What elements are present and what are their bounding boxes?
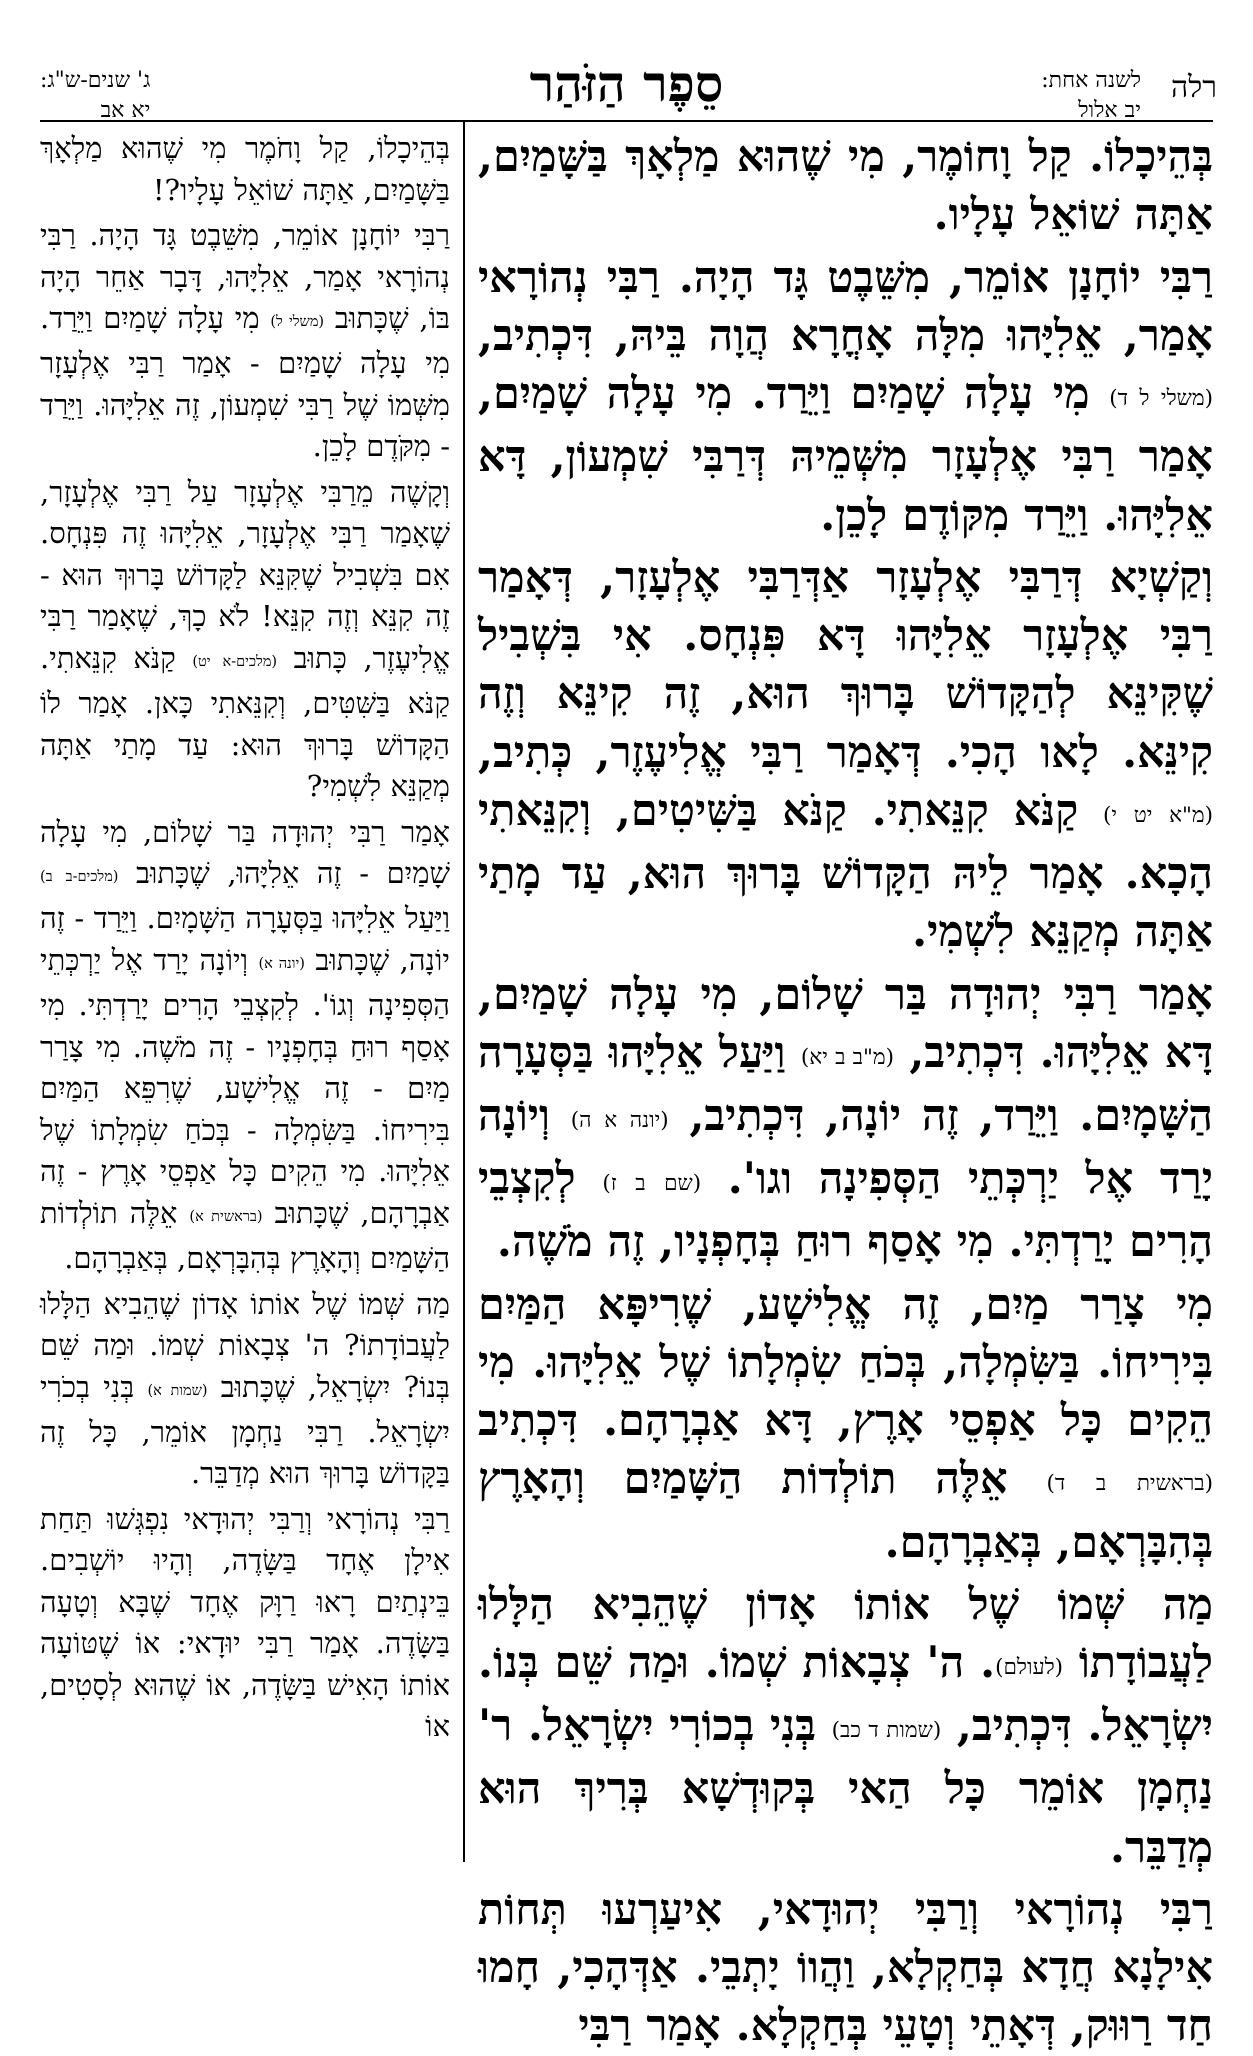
main-paragraph bbox=[478, 1276, 1213, 1572]
verse-reference: (משלי ל) bbox=[270, 313, 325, 330]
text-run: מַה שְּׁמוֹ שֶׁל אוֹתוֹ אָדוֹן שֶׁהֵבִיא הַלָּלוּ לַעֲבוֹדָתוֹ bbox=[478, 1579, 1213, 1689]
text-run: קַנֹּא קִנֵּאתִי. קַנֹּא בַּשִּׁטִּים, וְקִנֵּאתִי כָּאן. אָמַר לוֹ הַקָּדוֹשׁ בָּרוּךְ הוּא: עַד מָתַי אַתָּה מְקַנֵּא לִשְׁמִי? bbox=[40, 640, 450, 804]
text-run: בְּהֵיכָלוֹ. קַל וָחוֹמֶר, מִי שֶׁהוּא מַלְאָךְ בַּשָּׁמַיִם, אַתָּה שׁוֹאֵל עָלָיו. bbox=[478, 132, 1213, 241]
verse-reference: (שמות א) bbox=[147, 1382, 208, 1399]
verse-reference: (יונה א ה) bbox=[570, 1107, 669, 1133]
text-run: בְּהֵיכָלוֹ, קַל וָחֹמֶר מִי שֶׁהוּא מַלְאָךְ בַּשָּׁמַיִם, אַתָּה שׁוֹאֵל עָלָיו?! bbox=[40, 131, 450, 207]
verse-reference: (מלכים-א יט) bbox=[192, 653, 278, 670]
main-paragraph bbox=[478, 1881, 1213, 2056]
text-run: לְקִצְבֵי הָרִים יָרַדְתִּי. מִי אָסַף רוּחַ בְּחָפְנָיו, זֶה מֹשֶׁה. bbox=[478, 1154, 1213, 1268]
text-run: רַבִּי נְהוֹרָאי וְרַבִּי יְהוּדָאי, אִיעַרְעוּ תְּחוֹת אִילָנָא חֲדָא בְּחַקְלָא, וַהֲווֹ יָתְבֵי. אַדְּהָכִי, חָמוּ חַד רַוּוּק, דְּאָתֵי וְטָעֵי בְּחַקְלָא. אָמַר רַבִּי bbox=[478, 1884, 1213, 2052]
text-run: קַנֹּא קִנֵּאתִי. קַנֹּא בַּשִּׁיטִים, וְקִנֵּאתִי הָכָא. אָמַר לֵיהּ הַקָּדוֹשׁ בָּרוּךְ הוּא, עַד מָתַי אַתָּה מְקַנֵּא לִשְׁמִי. bbox=[478, 786, 1213, 958]
text-run: מִי עָלָה שָׁמַיִם וַיֵּרַד. מִי עָלָה שָׁמַיִם, אָמַר רַבִּי אֶלְעָזָר מִשְּׁמֵיהּ דְּרַבִּי שִׁמְעוֹן, דָּא אֵלִיָּהוּ. וַיֵּרַד מִקּוֹדֶם לָכֵן. bbox=[478, 369, 1213, 541]
verse-reference: (מ"א יט י) bbox=[1103, 802, 1213, 828]
main-paragraph bbox=[478, 549, 1213, 962]
translation-column bbox=[40, 128, 450, 1873]
text-run: רַבִּי יוֹחָנָן אוֹמֵר, מִשֵּׁבֶט גָּד הָיָה. רַבִּי נְהוֹרָאי אָמַר, אֵלִיָּהוּ מִלָּה אָחֳרָא הֲוָה בֵּיהּ, דִּכְתִיב, bbox=[478, 252, 1213, 361]
page-header bbox=[0, 0, 1253, 122]
verse-reference: (לעולם) bbox=[995, 1654, 1064, 1680]
text-run: אָמַר רַבִּי יְהוּדָה בַּר שָׁלוֹם, מִי עָלָה שָׁמַיִם - זֶה אֵלִיָּהוּ, שֶׁכָּתוּב bbox=[40, 814, 450, 891]
daily-study-day: יב אלול bbox=[1078, 98, 1141, 123]
main-paragraph bbox=[478, 128, 1213, 245]
verse-reference: (משלי ל ד) bbox=[1109, 385, 1213, 411]
side-paragraph bbox=[40, 1499, 450, 1748]
text-run: וְקַשְׁיָא דְּרַבִּי אֶלְעָזָר אַדְּרַבִּי אֶלְעָזָר, דְּאָמַר רַבִּי אֶלְעָזָר אֵלִיָּהוּ דָּא פִּנְחָס. אִי בִּשְׁבִיל שֶׁקִּינֵּא לְהַקָּדוֹשׁ בָּרוּךְ הוּא, זֶה קִינֵּא וְזֶה קִינֵּא. לָאו הָכִי. דְּאָמַר רַבִּי אֱלִיעֶזֶר, כְּתִיב, bbox=[478, 552, 1213, 778]
verse-reference: (מ"ב ב יא) bbox=[800, 1044, 895, 1070]
three-year-study-day: יא אב bbox=[100, 98, 151, 123]
text-run: וְקָשֶׁה מֵרַבִּי אֶלְעָזָר עַל רַבִּי אֶלְעָזָר, שֶׁאָמַר רַבִּי אֶלְעָזָר, אֵלִיָּהוּ זֶה פִּנְחָס. אִם בִּשְׁבִיל שֶׁקִּנֵּא לַקָּדוֹשׁ בָּרוּךְ הוּא - זֶה קִנֵּא וְזֶה קִנֵּא! לֹא כָךְ, שֶׁאָמַר רַבִּי אֱלִיעֶזֶר, כָּתוּב bbox=[40, 474, 451, 675]
side-paragraph bbox=[40, 1284, 450, 1495]
three-year-study-label: ג' שנים-ש"ג: bbox=[40, 68, 151, 93]
verse-reference: (שמות ד כב) bbox=[831, 1717, 942, 1743]
text-run: בְּנִי בְכֹרִי יִשְׂרָאֵל. רַבִּי נַחְמָן אוֹמֵר, כָּל זֶה בַּקָּדוֹשׁ בָּרוּךְ הוּא מְדַבֵּר. bbox=[40, 1369, 450, 1491]
text-run: . ה' צְבָאוֹת שְׁמוֹ. וּמַה שֵּׁם בְּנוֹ. יִשְׂרָאֵל. דִּכְתִיב, bbox=[478, 1638, 1213, 1752]
text-run: מִי עָלָה שָׁמַיִם וַיֵּרַד. מִי עָלָה שָׁמַיִם - אָמַר רַבִּי אֶלְעָזָר מִשְּׁמוֹ שֶׁל רַבִּי שִׁמְעוֹן, זֶה אֵלִיָּהוּ. וַיֵּרַד - מִקֹּדֶם לָכֵן. bbox=[40, 301, 450, 464]
text-run: וְיוֹנָה יָרַד אֶל יַרְכְּתֵי הַסְּפִינָה וגו'. bbox=[478, 1091, 1213, 1205]
side-paragraph bbox=[40, 472, 450, 808]
verse-reference: (בראשית א) bbox=[189, 1208, 263, 1225]
main-paragraph bbox=[478, 966, 1213, 1272]
text-run: וַיַּעַל אֵלִיָּהוּ בַּסְּעָרָה הַשָּׁמָיִם. וַיֵּרַד, זֶה יוֹנָה, דִּכְתִיב, bbox=[478, 1028, 1213, 1142]
verse-reference: (מלכים-ב ב) bbox=[40, 868, 119, 885]
three-year-study-date bbox=[40, 66, 150, 126]
column-divider bbox=[463, 122, 465, 1862]
daily-study-label: לשנה אחת: bbox=[1041, 68, 1141, 93]
verse-reference: (יונה א) bbox=[258, 955, 305, 972]
header-rule bbox=[40, 120, 1213, 122]
verse-reference: (שם ב ז) bbox=[602, 1170, 702, 1196]
text-run: רַבִּי יוֹחָנָן אוֹמֵר, מִשֵּׁבֶט גָּד הָיָה. רַבִּי נְהוֹרָאי אָמַר, אֵלִיָּהוּ, דָּבָר אַחֵר הָיָה בּוֹ, שֶׁכָּתוּב bbox=[40, 218, 451, 335]
text-run: מִי צָרַר מַיִם, זֶה אֱלִישָׁע, שֶׁרִיפָּא הַמַּיִם בִּירִיחוֹ. בַּשִּׂמְלָה, בְּכֹחַ שִׂמְלָתוֹ שֶׁל אֵלִיָּהוּ. מִי הֵקִים כָּל אַפְסֵי אָרֶץ, דָּא אַבְרָהָם. דִּכְתִיב bbox=[478, 1279, 1213, 1447]
text-run: בְּנִי בְכוֹרִי יִשְׂרָאֵל. ר' נַחְמָן אוֹמֵר כָּל הַאי בְּקוּדְשָׁא בְּרִיךְ הוּא מְדַבֵּר. bbox=[478, 1701, 1213, 1873]
main-text-column bbox=[478, 128, 1214, 2052]
side-paragraph bbox=[40, 128, 450, 211]
main-paragraph bbox=[478, 1576, 1213, 1877]
side-paragraph bbox=[40, 215, 450, 468]
text-run: אֵלֶּה תוֹלְדוֹת הַשָּׁמַיִם וְהָאָרֶץ בְּהִבָּרְאָם, בְּאַבְרָהָם. bbox=[478, 1454, 1213, 1568]
text-run: מַה שְּׁמוֹ שֶׁל אוֹתוֹ אָדוֹן שֶׁהֵבִיא הַלָּלוּ לַעֲבוֹדָתוֹ? ה' צְבָאוֹת שְׁמוֹ. וּמַה שֵּׁם בְּנוֹ? יִשְׂרָאֵל, שֶׁכָּתוּב bbox=[40, 1286, 450, 1404]
main-paragraph bbox=[478, 249, 1213, 545]
book-title: סֵפֶר הַזֹּהַר bbox=[529, 54, 724, 113]
side-paragraph bbox=[40, 812, 450, 1280]
text-run: וְיוֹנָה יָרַד אֶל יַרְכְּתֵי הַסְּפִינָה וְגוֹ'. לְקִצְבֵי הָרִים יָרַדְתִּי. מִי אָסַף רוּחַ בְּחָפְנָיו - זֶה מֹשֶׁה. מִי צָרַר מַיִם - זֶה אֱלִישָׁע, שֶׁרִפֵּא הַמַּיִם בִּירִיחוֹ. בַּשִּׂמְלָה - בְּכֹחַ שִׂמְלָתוֹ שֶׁל אֵלִיָּהוּ. מִי הֵקִים כָּל אַפְסֵי אָרֶץ - זֶה אַבְרָהָם, שֶׁכָּתוּב bbox=[40, 942, 450, 1230]
text-run: וַיַּעַל אֵלִיָּהוּ בַּסְּעָרָה הַשָּׁמָיִם. וַיֵּרַד - זֶה יוֹנָה, שֶׁכָּתוּב bbox=[40, 901, 450, 977]
text-run: אָמַר רַבִּי יְהוּדָה בַּר שָׁלוֹם, מִי עָלָה שָׁמַיִם, דָּא אֵלִיָּהוּ. דִּכְתִיב, bbox=[478, 969, 1214, 1079]
verse-reference: (בראשית ב ד) bbox=[1046, 1471, 1214, 1497]
text-run: רַבִּי נְהוֹרָאי וְרַבִּי יְהוּדָאי נִפְגְּשׁוּ תַּחַת אִילָן אֶחָד בַּשָּׂדֶה, וְהָיוּ יוֹשְׁבִים. בֵּינְתַיִם רָאוּ רַוָּק אֶחָד שֶׁבָּא וְטָעָה בַּשָּׂדֶה. אָמַר רַבִּי יוּדָאי: אוֹ שֶׁטּוֹעָה אוֹתוֹ הָאִישׁ בַּשָּׂדֶה, אוֹ שֶׁהוּא לְסָטִים, אוֹ bbox=[40, 1501, 450, 1744]
text-run: אֵלֶּה תוֹלְדוֹת הַשָּׁמַיִם וְהָאָרֶץ בְּהִבָּרְאָם, בְּאַבְרָהָם. bbox=[40, 1195, 450, 1276]
page-number: רלה bbox=[1170, 70, 1217, 105]
